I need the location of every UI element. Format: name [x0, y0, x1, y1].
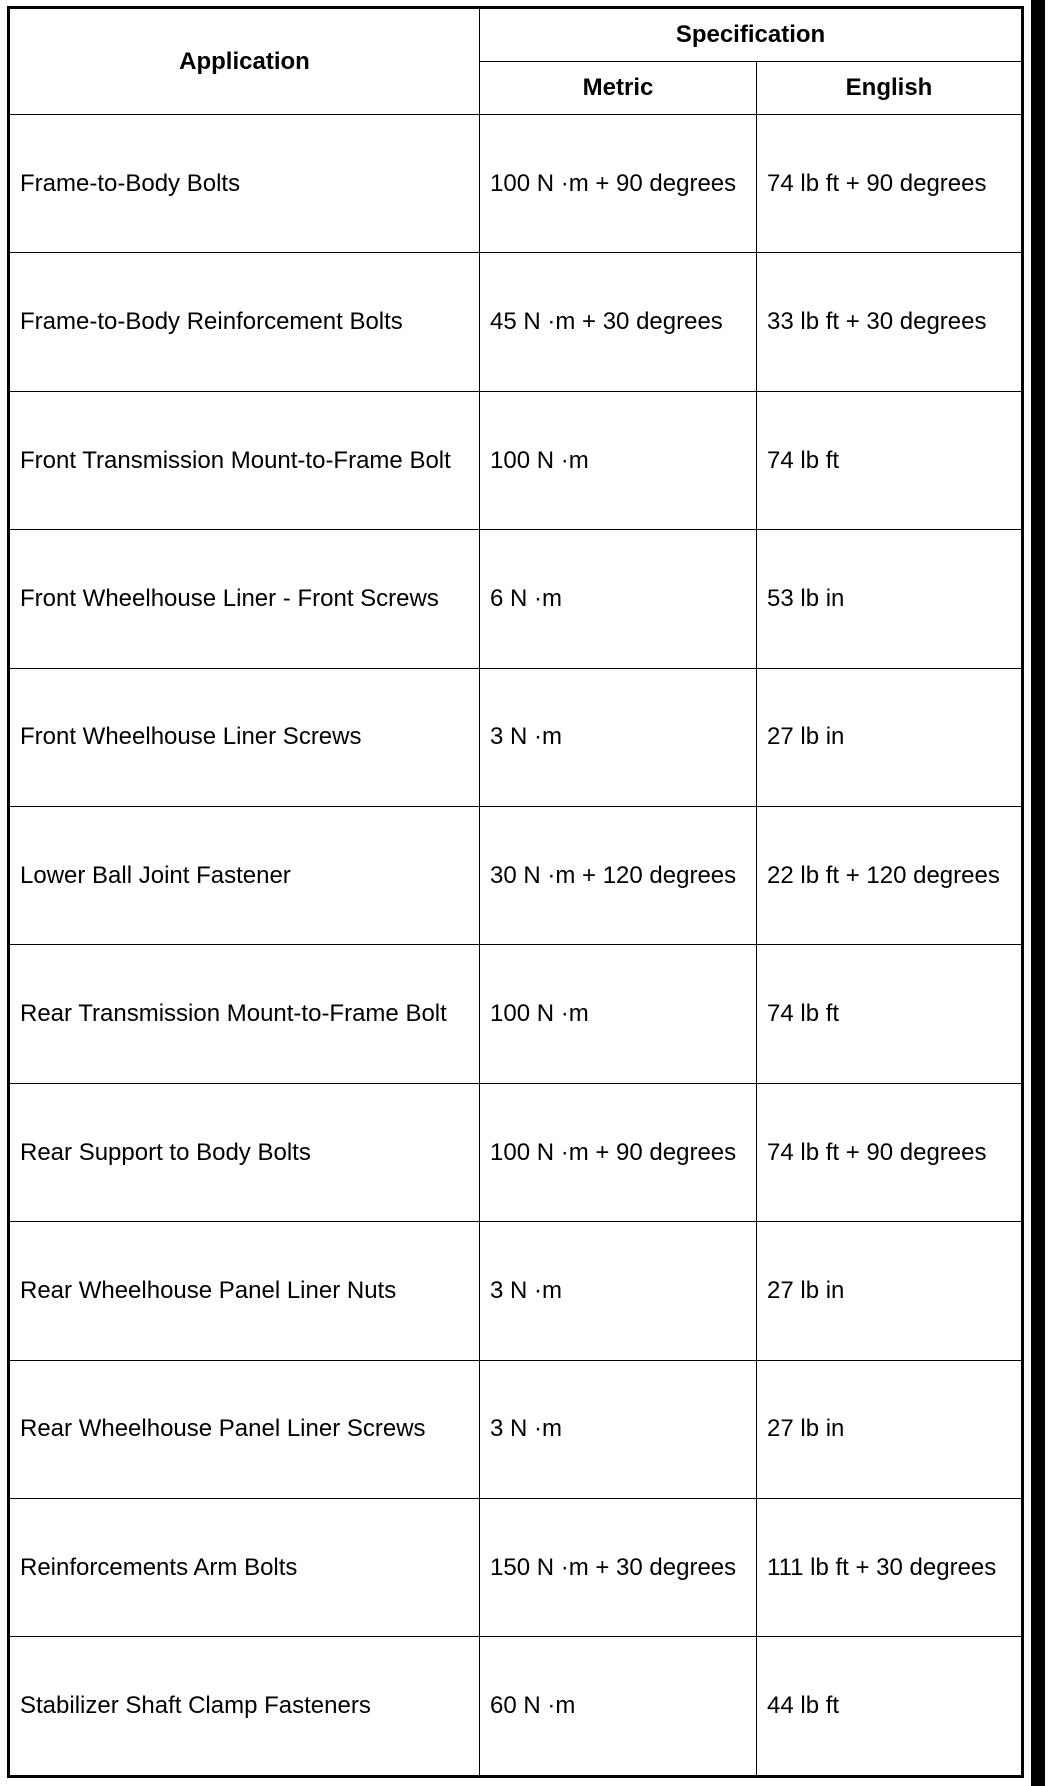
english-cell: 74 lb ft + 90 degrees	[757, 115, 1023, 253]
table-row	[9, 1637, 1023, 1777]
metric-cell: 100 N ·m	[480, 391, 757, 529]
application-header: Application	[9, 8, 480, 115]
metric-cell: 45 N ·m + 30 degrees	[480, 253, 757, 391]
english-cell: 22 lb ft + 120 degrees	[757, 807, 1023, 945]
metric-cell: 3 N ·m	[480, 1360, 757, 1498]
english-cell: 74 lb ft	[757, 391, 1023, 529]
application-cell: Front Wheelhouse Liner Screws	[9, 668, 480, 806]
application-cell: Rear Wheelhouse Panel Liner Nuts	[9, 1222, 480, 1360]
english-cell: 74 lb ft	[757, 945, 1023, 1083]
table-row	[9, 1499, 1023, 1637]
header-row-top	[9, 8, 1023, 62]
english-cell: 74 lb ft + 90 degrees	[757, 1083, 1023, 1221]
metric-cell: 100 N ·m	[480, 945, 757, 1083]
application-cell: Front Wheelhouse Liner - Front Screws	[9, 530, 480, 668]
metric-cell: 100 N ·m + 90 degrees	[480, 1083, 757, 1221]
table-row	[9, 668, 1023, 806]
metric-header: Metric	[480, 62, 757, 115]
specification-header: Specification	[480, 8, 1023, 62]
table-row	[9, 807, 1023, 945]
table-row	[9, 1222, 1023, 1360]
metric-cell: 60 N ·m	[480, 1637, 757, 1777]
english-cell: 27 lb in	[757, 1360, 1023, 1498]
application-cell: Frame-to-Body Bolts	[9, 115, 480, 253]
application-cell: Stabilizer Shaft Clamp Fasteners	[9, 1637, 480, 1777]
english-cell: 33 lb ft + 30 degrees	[757, 253, 1023, 391]
application-cell: Frame-to-Body Reinforcement Bolts	[9, 253, 480, 391]
table-header	[9, 8, 1023, 115]
table-body	[9, 115, 1023, 1777]
english-cell: 44 lb ft	[757, 1637, 1023, 1777]
english-cell: 111 lb ft + 30 degrees	[757, 1499, 1023, 1637]
english-cell: 27 lb in	[757, 668, 1023, 806]
application-cell: Front Transmission Mount-to-Frame Bolt	[9, 391, 480, 529]
page-edge-bar	[1031, 0, 1045, 1786]
metric-cell: 3 N ·m	[480, 1222, 757, 1360]
table-row	[9, 1083, 1023, 1221]
english-cell: 53 lb in	[757, 530, 1023, 668]
metric-cell: 6 N ·m	[480, 530, 757, 668]
english-header: English	[757, 62, 1023, 115]
table-row	[9, 1360, 1023, 1498]
table-row	[9, 391, 1023, 529]
metric-cell: 150 N ·m + 30 degrees	[480, 1499, 757, 1637]
table-row	[9, 945, 1023, 1083]
table-row	[9, 253, 1023, 391]
table-row	[9, 115, 1023, 253]
torque-spec-table	[7, 6, 1024, 1778]
metric-cell: 3 N ·m	[480, 668, 757, 806]
application-cell: Lower Ball Joint Fastener	[9, 807, 480, 945]
table-row	[9, 530, 1023, 668]
application-cell: Rear Transmission Mount-to-Frame Bolt	[9, 945, 480, 1083]
application-cell: Rear Wheelhouse Panel Liner Screws	[9, 1360, 480, 1498]
metric-cell: 30 N ·m + 120 degrees	[480, 807, 757, 945]
metric-cell: 100 N ·m + 90 degrees	[480, 115, 757, 253]
application-cell: Rear Support to Body Bolts	[9, 1083, 480, 1221]
english-cell: 27 lb in	[757, 1222, 1023, 1360]
application-cell: Reinforcements Arm Bolts	[9, 1499, 480, 1637]
